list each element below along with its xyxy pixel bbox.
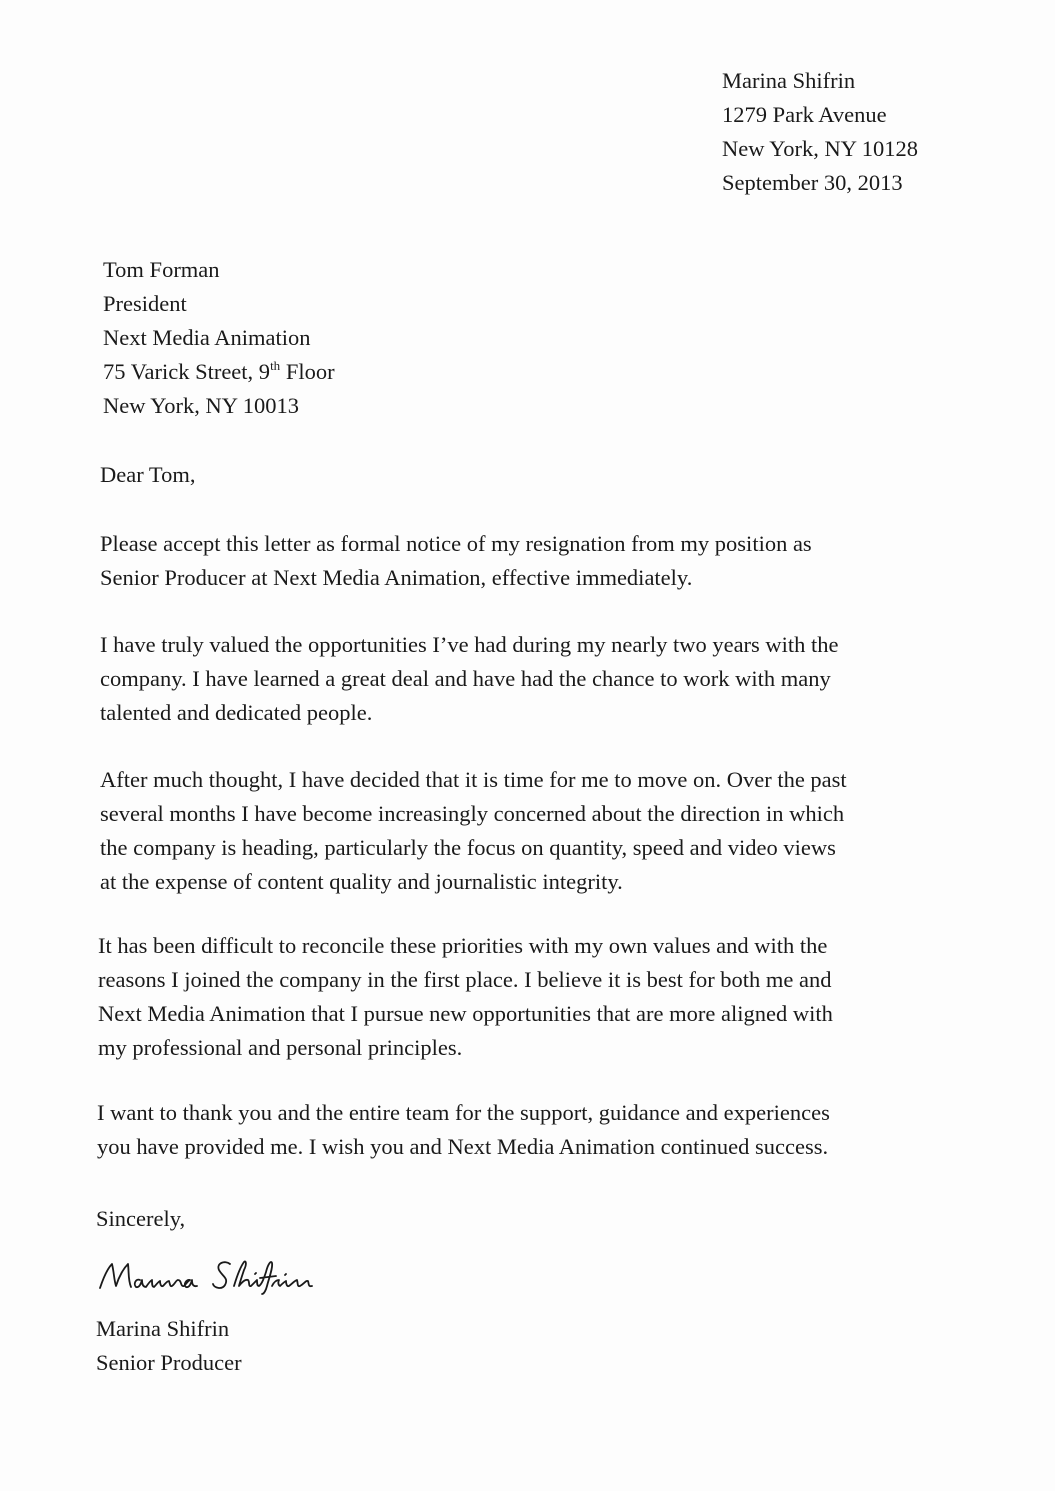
paragraph-line: reasons I joined the company in the first place. I believe it is best for both me and [98, 967, 832, 992]
sender-name: Marina Shifrin [722, 68, 856, 93]
paragraph-line: my professional and personal principles. [98, 1035, 463, 1060]
paragraph-2 [100, 628, 839, 730]
signoff-title: Senior Producer [96, 1350, 242, 1375]
recipient-street [103, 355, 503, 389]
paragraph-line: Senior Producer at Next Media Animation, effective immediately. [100, 565, 693, 590]
paragraph-line: you have provided me. I wish you and Next Media Animation continued success. [97, 1134, 829, 1159]
paragraph-line: several months I have become increasingly concerned about the direction in which [100, 801, 845, 826]
paragraph-line: the company is heading, particularly the focus on quantity, speed and video views [100, 835, 836, 860]
paragraph-line: I want to thank you and the entire team for the support, guidance and experiences [97, 1100, 830, 1125]
paragraph-4 [98, 929, 833, 1065]
paragraph-line: at the expense of content quality and journalistic integrity. [100, 869, 623, 894]
paragraph-3 [100, 763, 847, 899]
signoff-name: Marina Shifrin [96, 1316, 230, 1341]
recipient-title: President [103, 291, 187, 316]
salutation: Dear Tom, [100, 462, 196, 487]
paragraph-line: company. I have learned a great deal and have had the chance to work with many [100, 666, 831, 691]
handwritten-signature [94, 1254, 334, 1298]
recipient-city: New York, NY 10013 [103, 393, 300, 418]
recipient-company: Next Media Animation [103, 325, 311, 350]
salutation-block [100, 458, 195, 492]
paragraph-line: I have truly valued the opportunities I’ve had during my nearly two years with the [100, 632, 839, 657]
sender-city: New York, NY 10128 [722, 136, 919, 161]
signoff-block [96, 1312, 242, 1380]
sender-street: 1279 Park Avenue [722, 102, 887, 127]
recipient-address-block [103, 253, 503, 423]
recipient-street-prefix: 75 Varick Street, 9 [103, 359, 271, 384]
paragraph-line: It has been difficult to reconcile these priorities with my own values and with the [98, 933, 828, 958]
recipient-street-ordinal: th [270, 358, 281, 373]
paragraph-line: Next Media Animation that I pursue new opportunities that are more aligned with [98, 1001, 833, 1026]
paragraph-line: After much thought, I have decided that it is time for me to move on. Over the past [100, 767, 847, 792]
letter-date: September 30, 2013 [722, 170, 903, 195]
paragraph-5 [97, 1096, 830, 1164]
closing-block [96, 1202, 185, 1236]
closing: Sincerely, [96, 1206, 186, 1231]
sender-address-block [722, 64, 1022, 200]
paragraph-1 [100, 527, 812, 595]
paragraph-line: talented and dedicated people. [100, 700, 373, 725]
recipient-street-suffix: Floor [280, 359, 335, 384]
paragraph-line: Please accept this letter as formal notice of my resignation from my position as [100, 531, 812, 556]
recipient-name: Tom Forman [103, 257, 220, 282]
